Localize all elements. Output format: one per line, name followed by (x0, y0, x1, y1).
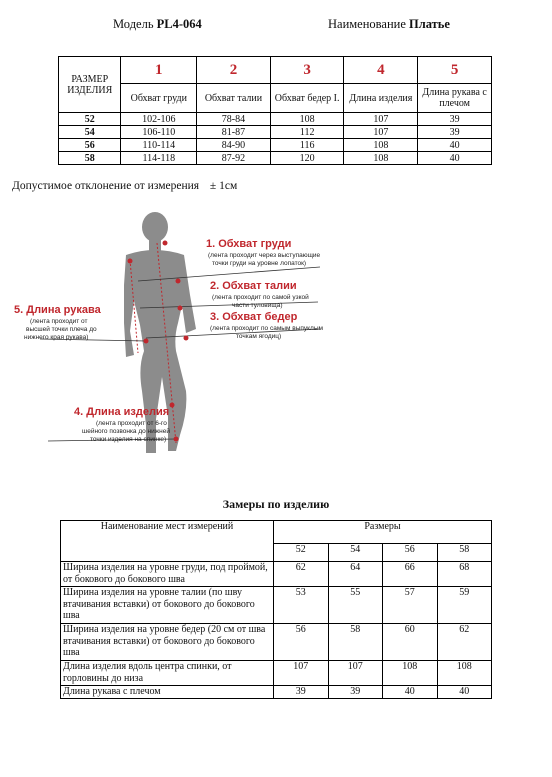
label-hips-note: точкам ягодиц) (236, 333, 282, 340)
measure-name: Длина изделия вдоль центра спинки, от горловины до низа (61, 661, 274, 686)
size-header-cell: 54 (328, 544, 383, 562)
table-row (61, 624, 492, 661)
table-cell: 106-110 (121, 126, 197, 139)
table-cell: 66 (383, 562, 438, 587)
label-waist-title: 2. Обхват талии (210, 280, 297, 292)
col-header-chest: Обхват груди (121, 84, 197, 113)
col-header-waist: Обхват талии (197, 84, 271, 113)
table-cell: 87-92 (197, 152, 271, 165)
label-sleeve-note: (лента проходит от (30, 318, 88, 325)
size-cell: 58 (59, 152, 121, 165)
col-header-hips: Обхват бедер I. (270, 84, 344, 113)
measure-name: Длина рукава с плечом (61, 686, 274, 699)
table-cell: 102-106 (121, 113, 197, 126)
table-cell: 62 (274, 562, 329, 587)
table-cell: 39 (328, 686, 383, 699)
model-value: PL4-064 (156, 17, 202, 31)
label-sleeve-note: высшей точки плеча до (26, 326, 97, 333)
size-cell: 52 (59, 113, 121, 126)
table-cell: 108 (270, 113, 344, 126)
sizes-header: Размеры (274, 521, 492, 544)
tolerance-text: Допустимое отклонение от измерения (12, 180, 200, 192)
name-value: Платье (409, 17, 450, 31)
label-chest-note: (лента проходит через выступающие (208, 252, 321, 259)
size-cell: 56 (59, 139, 121, 152)
size-table (58, 56, 492, 165)
size-header-cell: 58 (437, 544, 492, 562)
table-cell: 39 (274, 686, 329, 699)
table-cell: 40 (437, 686, 492, 699)
table-cell: 107 (328, 661, 383, 686)
table-cell: 53 (274, 587, 329, 624)
label-length-note: шейного позвонка до нижней (82, 428, 170, 435)
measure-table-title: Замеры по изделию (222, 497, 330, 511)
label-sleeve-note: нижнего края рукава) (24, 334, 89, 341)
table-row (61, 686, 492, 699)
table-cell: 120 (270, 152, 344, 165)
table-cell: 112 (270, 126, 344, 139)
table-cell: 108 (344, 139, 418, 152)
label-chest-title: 1. Обхват груди (206, 238, 292, 250)
table-cell: 107 (344, 126, 418, 139)
name-line (328, 17, 450, 32)
tolerance-value: ± 1см (209, 180, 238, 192)
size-cell: 54 (59, 126, 121, 139)
table-row (61, 661, 492, 686)
col-number-3: 3 (270, 57, 344, 84)
label-chest-note: точки груди на уровне лопаток) (212, 260, 307, 267)
table-cell: 39 (418, 126, 492, 139)
col-header-sleeve: Длина рукава с плечом (418, 84, 492, 113)
table-row (59, 152, 492, 165)
table-row (59, 126, 492, 139)
table-row (59, 139, 492, 152)
table-cell: 64 (328, 562, 383, 587)
col-header-length: Длина изделия (344, 84, 418, 113)
model-label: Модель (113, 17, 154, 31)
table-row (61, 562, 492, 587)
table-row (59, 113, 492, 126)
table-cell: 108 (383, 661, 438, 686)
table-cell: 56 (274, 624, 329, 661)
table-cell: 40 (418, 152, 492, 165)
measure-name: Ширина изделия на уровне груди, под проймой, от бокового до бокового шва (61, 562, 274, 587)
col-number-4: 4 (344, 57, 418, 84)
table-cell: 57 (383, 587, 438, 624)
table-cell: 68 (437, 562, 492, 587)
label-waist-note: (лента проходит по самой узкой (212, 294, 309, 301)
label-length-title: 4. Длина изделия (74, 406, 170, 418)
label-waist-note: части туловища) (232, 302, 283, 309)
table-cell: 40 (418, 139, 492, 152)
table-row (61, 587, 492, 624)
col-number-5: 5 (418, 57, 492, 84)
col-number-2: 2 (197, 57, 271, 84)
label-length-note: (лента проходит от 6-го (96, 420, 167, 427)
table-cell: 58 (328, 624, 383, 661)
name-label: Наименование (328, 17, 406, 31)
table-cell: 78-84 (197, 113, 271, 126)
measure-name: Ширина изделия на уровне бедер (20 см от шва втачивания вставки) от бокового до бокового шва (61, 624, 274, 661)
size-header-cell: 56 (383, 544, 438, 562)
table-cell: 114-118 (121, 152, 197, 165)
table-cell: 107 (274, 661, 329, 686)
table-cell: 59 (437, 587, 492, 624)
measure-name: Ширина изделия на уровне талии (по шву втачивания вставки) от бокового до бокового шва (61, 587, 274, 624)
table-cell: 81-87 (197, 126, 271, 139)
table-cell: 84-90 (197, 139, 271, 152)
table-cell: 55 (328, 587, 383, 624)
measure-name-header: Наименование мест измерений (61, 521, 274, 562)
table-cell: 40 (383, 686, 438, 699)
measure-table (60, 520, 492, 699)
label-hips-title: 3. Обхват бедер (210, 311, 298, 323)
table-cell: 60 (383, 624, 438, 661)
label-hips-note: (лента проходит по самым выпуклым (210, 325, 323, 332)
table-cell: 107 (344, 113, 418, 126)
model-line (113, 17, 202, 32)
size-header-cell: 52 (274, 544, 329, 562)
col-number-1: 1 (121, 57, 197, 84)
table-cell: 116 (270, 139, 344, 152)
size-header: РАЗМЕР ИЗДЕЛИЯ (59, 57, 121, 113)
measurement-figure (0, 205, 552, 460)
table-cell: 108 (437, 661, 492, 686)
table-cell: 108 (344, 152, 418, 165)
table-cell: 62 (437, 624, 492, 661)
table-cell: 110-114 (121, 139, 197, 152)
label-sleeve-title: 5. Длина рукава (14, 304, 101, 316)
label-length-note: точки изделия на спинке) (90, 436, 167, 443)
table-cell: 39 (418, 113, 492, 126)
tolerance-line (12, 180, 237, 192)
